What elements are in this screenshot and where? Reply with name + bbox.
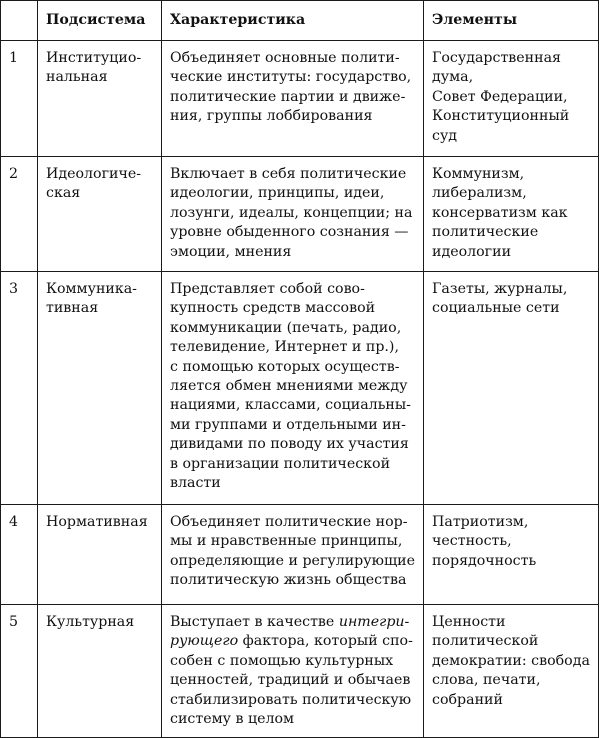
- table-row: [1, 157, 599, 272]
- italic-term: рующего: [170, 633, 239, 650]
- subsystem-elements: Ценности политической демократии: свобода слова, печати, собраний: [424, 605, 599, 738]
- description-line: рующего фактора, который спо-: [170, 633, 413, 650]
- header-subsystem: Подсистема: [38, 1, 162, 41]
- subsystem-name: Культурная: [38, 605, 162, 738]
- italic-term: интегри-: [338, 614, 410, 630]
- description-line: Выступает в качестве интегри-: [170, 614, 410, 630]
- subsystem-elements: Государственная дума, Совет Федерации, Конституционный суд: [424, 41, 599, 157]
- row-number: 1: [1, 41, 38, 157]
- table-header-row: [1, 1, 599, 41]
- subsystem-description: Включает в себя политические идеологии, принципы, идеи, лозунги, идеалы, концепции; на уровне обыденного сознания — эмоции, мнения: [162, 157, 424, 272]
- header-number: [1, 1, 38, 41]
- row-number: 5: [1, 605, 38, 738]
- subsystem-name: Идеологиче- ская: [38, 157, 162, 272]
- table-row: [1, 272, 599, 505]
- table-row: [1, 505, 599, 605]
- subsystem-name: Коммуника- тивная: [38, 272, 162, 505]
- header-characteristic: Характеристика: [162, 1, 424, 41]
- subsystem-elements: Патриотизм, честность, порядочность: [424, 505, 599, 605]
- subsystem-description: Представляет собой сово- купность средств массовой коммуникации (печать, радио, телевидение, Интернет и пр.), с помощью которых осуществ- ляется обмен мнениями между нациями, классами, социальны- ми группами и отдельными ин- дивидами по поводу их участия в организации политической власти: [162, 272, 424, 505]
- table-row: [1, 605, 599, 738]
- subsystem-elements: Газеты, журналы, социальные сети: [424, 272, 599, 505]
- header-elements: Элементы: [424, 1, 599, 41]
- row-number: 2: [1, 157, 38, 272]
- subsystem-elements: Коммунизм, либерализм, консерватизм как политические идеологии: [424, 157, 599, 272]
- subsystem-description: Выступает в качестве интегри- рующего фактора, который спо- собен с помощью культурных ценностей, традиций и обычаев стабилизировать политическую систему в целом: [162, 605, 424, 738]
- subsystem-name: Институцио- нальная: [38, 41, 162, 157]
- row-number: 4: [1, 505, 38, 605]
- row-number: 3: [1, 272, 38, 505]
- subsystem-name: Нормативная: [38, 505, 162, 605]
- table-row: [1, 41, 599, 157]
- subsystem-description: Объединяет политические нор- мы и нравственные принципы, определяющие и регулирующие политическую жизнь общества: [162, 505, 424, 605]
- subsystem-description: Объединяет основные полити- ческие институты: государство, политические партии и движе- ния, группы лоббирования: [162, 41, 424, 157]
